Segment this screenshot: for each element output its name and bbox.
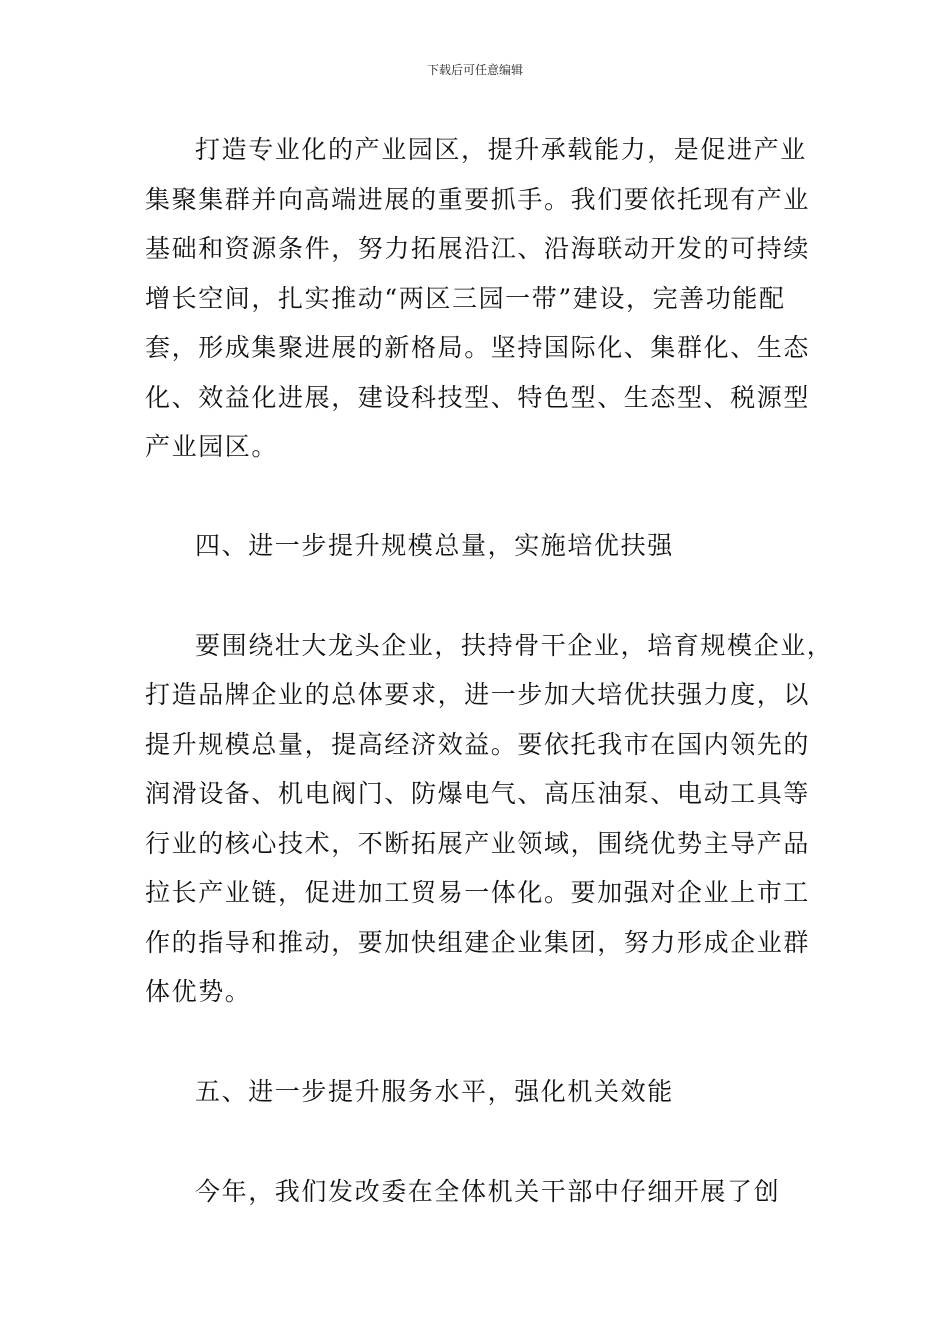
paragraph-line: 套，形成集聚进展的新格局。坚持国际化、集群化、生态	[145, 333, 811, 362]
paragraph-line: 行业的核心技术，不断拓展产业领域，围绕优势主导产品	[145, 829, 811, 858]
paragraph-line: 提升规模总量，提高经济效益。要依托我市在国内领先的	[145, 730, 811, 759]
paragraph-line: 体优势。	[145, 977, 252, 1006]
paragraph-line: 产业园区。	[145, 432, 279, 461]
paragraph-line: 打造品牌企业的总体要求，进一步加大培优扶强力度，以	[145, 680, 811, 709]
paragraph-line: 要围绕壮大龙头企业，扶持骨干企业，培育规模企业，	[195, 631, 834, 660]
paragraph-line: 化、效益化进展，建设科技型、特色型、生态型、税源型	[145, 383, 811, 412]
section-heading: 五、进一步提升服务水平，强化机关效能	[195, 1077, 674, 1106]
paragraph-line: 拉长产业链，促进加工贸易一体化。要加强对企业上市工	[145, 878, 811, 907]
section-heading: 四、进一步提升规模总量，实施培优扶强	[195, 531, 674, 560]
paragraph-line: 今年，我们发改委在全体机关干部中仔细开展了创	[195, 1177, 781, 1206]
page-header: 下载后可任意编辑	[426, 63, 523, 77]
paragraph-line: 润滑设备、机电阀门、防爆电气、高压油泵、电动工具等	[145, 779, 811, 808]
paragraph-line: 基础和资源条件，努力拓展沿江、沿海联动开发的可持续	[145, 234, 811, 263]
paragraph-line: 集聚集群并向高端进展的重要抓手。我们要依托现有产业	[145, 185, 811, 214]
paragraph-line: 增长空间，扎实推动“两区三园一带”建设，完善功能配	[145, 284, 786, 313]
paragraph-line: 打造专业化的产业园区，提升承载能力，是促进产业	[195, 135, 807, 164]
paragraph-line: 作的指导和推动，要加快组建企业集团，努力形成企业群	[145, 928, 811, 957]
